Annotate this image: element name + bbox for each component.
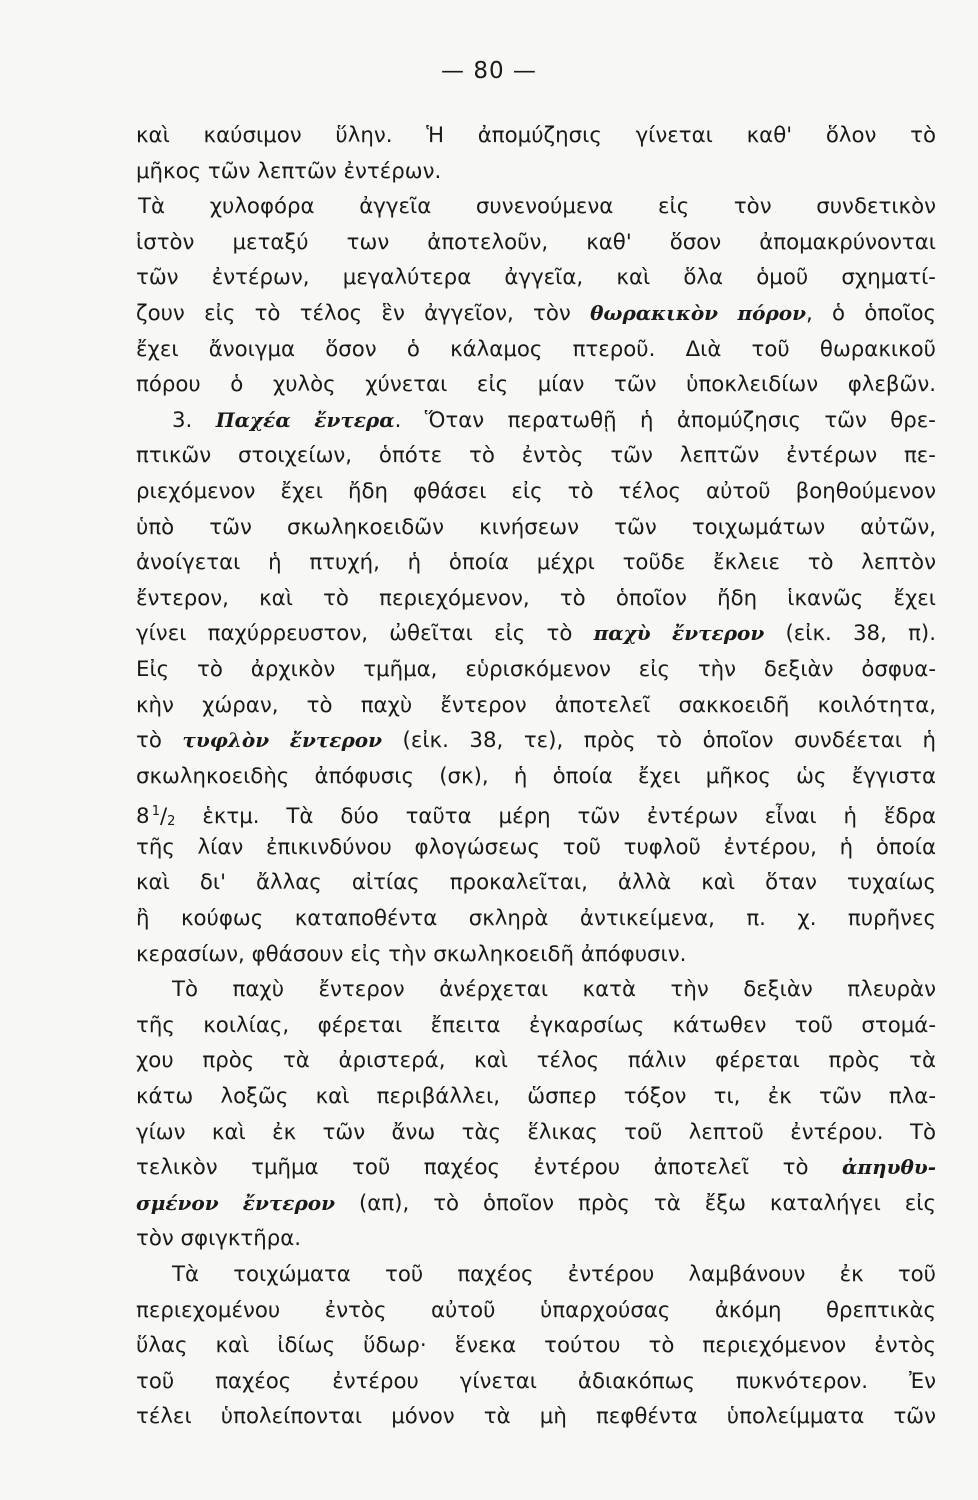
line-part: τὸ <box>136 728 162 754</box>
line-part: (απ), τὸ ὁποῖον πρὸς τὰ ἔξω καταλήγει εἰς <box>358 1190 936 1216</box>
section-heading: Παχέα ἔντερα <box>215 407 395 432</box>
line-part: τελικὸν τμῆμα τοῦ παχέος ἐντέρου ἀποτελεῖ τὸ <box>136 1155 809 1181</box>
text-line: πτικῶν στοιχείων, ὁπότε τὸ ἐντὸς τῶν λεπτῶν ἐντέρων πε- <box>136 443 936 469</box>
paragraph-start: Τὰ χυλοφόρα ἀγγεῖα συνενούμενα εἰς τὸν συνδετικὸν <box>138 194 936 220</box>
text-line: περιεχομένου ἐντὸς αὐτοῦ ὑπαρχούσας ἀκόμη θρεπτικὰς <box>136 1297 936 1323</box>
text-line: ἱστὸν μεταξύ των ἀποτελοῦν, καθ' ὅσον ἀπομακρύνονται <box>136 229 936 255</box>
text-line <box>136 972 936 1008</box>
text-line: ριεχόμενον ἔχει ἤδη φθάσει εἰς τὸ τέλος αὐτοῦ βοηθούμενον <box>136 478 936 504</box>
text-line: χου πρὸς τὰ ἀριστερά, καὶ τέλος πάλιν φέρεται πρὸς τὰ <box>136 1048 936 1074</box>
fraction-denominator: 2 <box>167 814 176 830</box>
line-part: . Ὅταν περατωθῇ ἡ ἀπομύζησις τῶν θρε- <box>394 407 936 433</box>
line-part: ἑκτμ. Τὰ δύο ταῦτα μέρη τῶν ἐντέρων εἶναι ἡ ἕδρα <box>202 804 936 830</box>
text-line: γίων καὶ ἐκ τῶν ἄνω τὰς ἕλικας τοῦ λεπτοῦ ἐντέρου. Τὸ <box>136 1119 936 1145</box>
text-line: ὑπὸ τῶν σκωληκοειδῶν κινήσεων τῶν τοιχωμάτων αὐτῶν, <box>136 514 936 540</box>
line-part: γίνει παχύρρευστον, ὠθεῖται εἰς τὸ <box>136 621 573 647</box>
page-number: — 80 — <box>441 58 537 84</box>
fraction-slash: / <box>159 804 168 830</box>
text-line: Εἰς τὸ ἀρχικὸν τμῆμα, εὑρισκόμενον εἰς τὴν δεξιὰν ὀσφυα- <box>136 656 936 682</box>
text-line <box>136 189 936 225</box>
text-line <box>136 1186 936 1222</box>
fraction-whole: 8 <box>136 804 150 830</box>
text-line: μῆκος τῶν λεπτῶν ἐντέρων. <box>136 158 442 184</box>
text-line <box>136 1257 936 1293</box>
fraction <box>136 804 175 829</box>
text-line: ἔχει ἄνοιγμα ὅσον ὁ κάλαμος πτεροῦ. Διὰ τοῦ θωρακικοῦ <box>136 336 936 362</box>
text-line: τοῦ παχέος ἐντέρου γίνεται ἀδιακόπως πυκνότερον. Ἐν <box>136 1368 936 1394</box>
text-line: σκωληκοειδὴς ἀπόφυσις (σκ), ἡ ὁποία ἔχει μῆκος ὡς ἔγγιστα <box>136 763 936 789</box>
text-line: τὸν σφιγκτῆρα. <box>136 1226 302 1252</box>
text-line <box>136 403 936 439</box>
text-line <box>136 723 936 759</box>
paragraph-start: Τὰ τοιχώματα τοῦ παχέος ἐντέρου λαμβάνουν ἐκ τοῦ <box>172 1262 936 1287</box>
fraction-numerator: 1 <box>151 804 160 820</box>
emphasized-term: ἀπηυθυ- <box>842 1155 936 1180</box>
text-line: καὶ καύσιμον ὕλην. Ἡ ἀπομύζησις γίνεται καθ' ὅλον τὸ <box>136 123 936 148</box>
text-line <box>136 794 936 830</box>
text-line: καὶ δι' ἄλλας αἰτίας προκαλεῖται, ἀλλὰ καὶ ὅταν τυχαίως <box>136 870 936 896</box>
paragraph-start: Τὸ παχὺ ἔντερον ἀνέρχεται κατὰ τὴν δεξιὰν πλευρὰν <box>172 977 936 1003</box>
text-line: πόρου ὁ χυλὸς χύνεται εἰς μίαν τῶν ὑποκλειδίων φλεβῶν. <box>136 372 936 398</box>
emphasized-term: παχὺ ἔντερον <box>593 621 765 646</box>
emphasized-term: τυφλὸν ἔντερον <box>182 728 382 753</box>
line-part: (εἰκ. 38, π). <box>785 621 936 647</box>
emphasized-term: θωρακικὸν πόρον <box>590 300 807 325</box>
emphasized-term: σμένον ἔντερον <box>136 1190 335 1215</box>
text-line: τῶν ἐντέρων, μεγαλύτερα ἀγγεῖα, καὶ ὅλα ὁμοῦ σχηματί- <box>136 265 936 291</box>
line-part: ζουν εἰς τὸ τέλος ἓν ἀγγεῖον, τὸν <box>136 300 571 326</box>
body-text <box>136 118 936 1435</box>
text-line: τῆς κοιλίας, φέρεται ἔπειτα ἐγκαρσίως κάτωθεν τοῦ στομά- <box>136 1012 936 1038</box>
text-line <box>136 296 936 332</box>
text-line: ἀνοίγεται ἡ πτυχή, ἡ ὁποία μέχρι τοῦδε ἔκλειε τὸ λεπτὸν <box>136 550 936 576</box>
text-line: ὕλας καὶ ἰδίως ὕδωρ· ἕνεκα τούτου τὸ περιεχόμενον ἐντὸς <box>136 1333 936 1359</box>
text-line: ἔντερον, καὶ τὸ περιεχόμενον, τὸ ὁποῖον ἤδη ἱκανῶς ἔχει <box>136 585 936 611</box>
text-line: κὴν χώραν, τὸ παχὺ ἔντερον ἀποτελεῖ σακκοειδῆ κοιλότητα, <box>136 692 936 718</box>
text-line: κερασίων, φθάσουν εἰς τὴν σκωληκοειδῆ ἀπόφυσιν. <box>136 941 687 967</box>
text-line: τέλει ὑπολείπονται μόνον τὰ μὴ πεφθέντα ὑπολείμματα τῶν <box>136 1404 936 1430</box>
text-line <box>136 1150 936 1186</box>
line-part: (εἰκ. 38, τε), πρὸς τὸ ὁποῖον συνδέεται ἡ <box>402 728 936 754</box>
text-line: κάτω λοξῶς καὶ περιβάλλει, ὥσπερ τόξον τι, ἐκ τῶν πλα- <box>136 1084 936 1110</box>
text-line: τῆς λίαν ἐπικινδύνου φλογώσεως τοῦ τυφλοῦ ἐντέρου, ἡ ὁποία <box>136 834 936 860</box>
text-line: ἢ κούφως καταποθέντα σκληρὰ ἀντικείμενα, π. χ. πυρῆνες <box>136 906 936 932</box>
line-part: , ὁ ὁποῖος <box>806 300 936 326</box>
section-number: 3. <box>172 407 193 433</box>
text-line <box>136 616 936 652</box>
